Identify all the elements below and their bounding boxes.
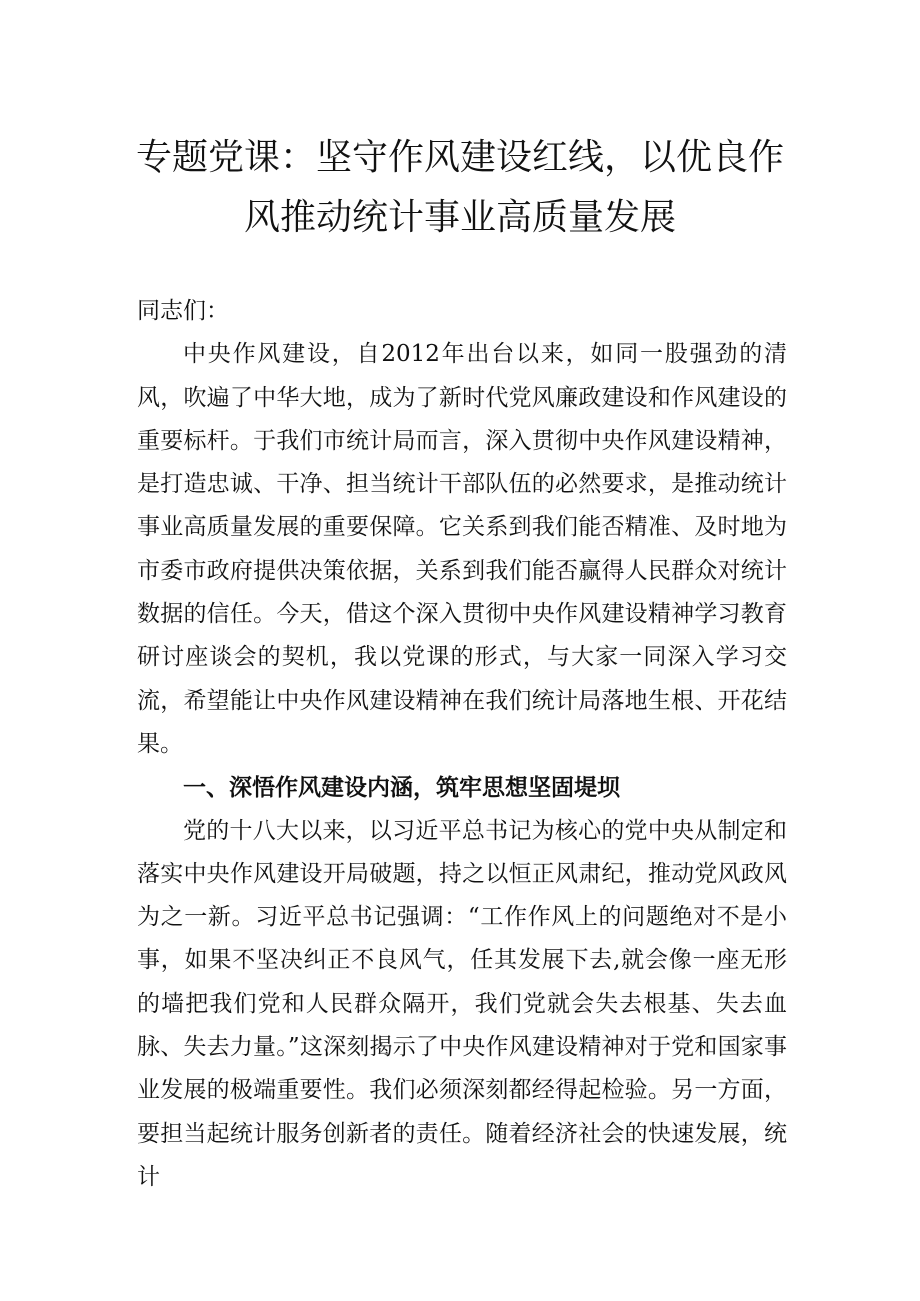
title-line-1: 专题党课：坚守作风建设红线，以优良作 [135, 137, 784, 178]
document-body [137, 290, 787, 1199]
section-1-paragraph: 党的十八大以来，以习近平总书记为核心的党中央从制定和落实中央作风建设开局破题，持之以恒正风肃纪，推动党风政风为之一新。习近平总书记强调：“工作作风上的问题绝对不是小事，如果不坚决纠正不良风气，任其发展下去,就会像一座无形的墙把我们党和人民群众隔开，我们党就会失去根基、失去血脉、失去力量。”这深刻揭示了中央作风建设精神对于党和国家事业发展的极端重要性。我们必须深刻都经得起检验。另一方面，要担当起统计服务创新者的责任。随着经济社会的快速发展，统计 [137, 817, 787, 1190]
salutation: 同志们： [137, 298, 229, 324]
title-line-2: 风推动统计事业高质量发展 [243, 197, 676, 238]
intro-paragraph: 中央作风建设，自2012年出台以来，如同一股强劲的清风，吹遍了中华大地，成为了新时代党风廉政建设和作风建设的重要标杆。于我们市统计局而言，深入贯彻中央作风建设精神，是打造忠诚、干净、担当统计干部队伍的必然要求，是推动统计事业高质量发展的重要保障。它关系到我们能否精准、及时地为市委市政府提供决策依据，关系到我们能否赢得人民群众对统计数据的信任。今天，借这个深入贯彻中央作风建设精神学习教育研讨座谈会的契机，我以党课的形式，与大家一同深入学习交流，希望能让中央作风建设精神在我们统计局落地生根、开花结果。 [137, 341, 787, 757]
document-title [100, 128, 820, 248]
section-heading-1: 一、深悟作风建设内涵，筑牢思想坚固堤坝 [183, 774, 620, 802]
